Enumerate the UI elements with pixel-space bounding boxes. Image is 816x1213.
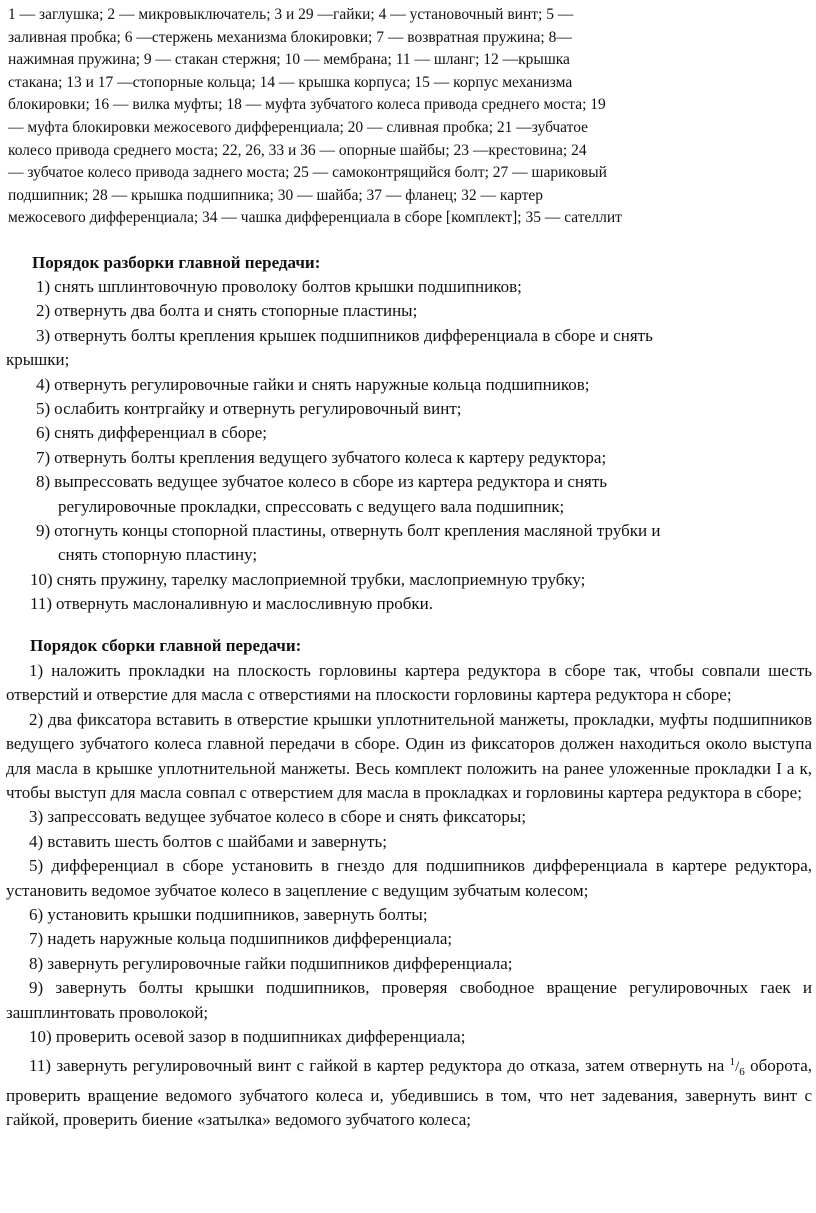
step-text: выпрессовать ведущее зубчатое колесо в сборе из картера редуктора и снять	[54, 472, 607, 492]
step-number: 6)	[36, 423, 51, 443]
legend-line: — зубчатое колесо привода заднего моста; 25 — самоконтрящийся болт; 27 — шариковый	[8, 164, 607, 182]
assembly-step: 1) наложить прокладки на плоскость горловины картера редуктора в сборе так, чтобы совпали шесть отверстий и отверстие для масла с отверстиями на плоскости горловины картера редуктора н сборе;	[6, 661, 812, 705]
step-number: 3)	[36, 325, 51, 345]
disassembly-step	[6, 446, 812, 470]
step-number: 5)	[36, 399, 51, 419]
assembly-step: 8) завернуть регулировочные гайки подшипников дифференциала;	[29, 953, 513, 973]
assembly-step: 10) проверить осевой зазор в подшипниках дифференциала;	[29, 1027, 466, 1047]
step-number: 4)	[36, 374, 51, 394]
disassembly-step	[6, 275, 812, 299]
step-text: отвернуть два болта и снять стопорные пластины;	[54, 301, 418, 321]
assembly-step: 4) вставить шесть болтов с шайбами и завернуть;	[29, 831, 387, 851]
step-text: отогнуть концы стопорной пластины, отвернуть болт крепления масляной трубки и	[54, 521, 661, 541]
disassembly-step	[6, 373, 812, 397]
step-number: 1)	[36, 277, 51, 296]
disassembly-step	[6, 568, 812, 592]
legend-line: заливная пробка; 6 —стержень механизма блокировки; 7 — возвратная пружина; 8—	[8, 28, 572, 46]
step-text: отвернуть маслоналивную и маслосливную пробки.	[56, 594, 433, 614]
step-text: ослабить контргайку и отвернуть регулировочный винт;	[54, 399, 462, 419]
disassembly-step	[6, 299, 812, 323]
assembly-step-11-after: оборота, проверить вращение ведомого зубчатого колеса и, убедившись в том, что нет задевания, завернуть винт с гайкой, проверить биение «затылка» ведомого зубчатого колеса;	[6, 1055, 812, 1130]
legend-line: 1 — заглушка; 2 — микровыключатель; 3 и 29 —гайки; 4 — установочный винт; 5 —	[8, 6, 574, 23]
step-text: снять шплинтовочную проволоку болтов крышки подшипников;	[54, 277, 522, 296]
legend-line: межосевого дифференциала; 34 — чашка дифференциала в сборе [комплект]; 35 — сателлит	[8, 209, 622, 227]
step-continuation: снять стопорную пластину;	[58, 545, 258, 565]
step-text: снять пружину, тарелку маслоприемной трубки, маслоприемную трубку;	[56, 569, 586, 589]
assembly-step-11	[6, 1050, 812, 1133]
assembly-step: 2) два фиксатора вставить в отверстие крышки уплотнительной манжеты, прокладки, муфты подшипников ведущего зубчатого колеса главной передачи в сборе. Один из фиксаторов должен находиться около выступа для масла в крышке уплотнительной манжеты. Весь комплект положить на ранее уложенные прокладки I а к, чтобы выступ для масла совпал с отверстием для масла в прокладках и горловины картера редуктора в сборе;	[6, 709, 812, 803]
step-text: отвернуть болты крепления крышек подшипников дифференциала в сборе и снять	[54, 325, 653, 345]
assembly-step: 6) установить крышки подшипников, завернуть болты;	[29, 905, 428, 925]
disassembly-step	[6, 470, 812, 519]
step-number: 8)	[36, 472, 51, 492]
assembly-step-11-before: 11) завернуть регулировочный винт с гайкой в картер редуктора до отказа, затем отвернуть на	[29, 1055, 730, 1075]
assembly-step: 7) надеть наружные кольца подшипников дифференциала;	[29, 929, 453, 949]
step-text: отвернуть регулировочные гайки и снять наружные кольца подшипников;	[54, 374, 590, 394]
step-continuation: крышки;	[6, 350, 70, 370]
disassembly-heading: Порядок разборки главной передачи:	[32, 253, 321, 272]
legend-line: — муфта блокировки межосевого дифференциала; 20 — сливная пробка; 21 —зубчатое	[8, 118, 589, 136]
disassembly-step	[6, 519, 812, 568]
step-continuation: регулировочные прокладки, спрессовать с ведущего вала подшипник;	[58, 496, 565, 516]
figure-legend	[8, 4, 806, 230]
disassembly-step	[6, 592, 812, 616]
assembly-heading: Порядок сборки главной передачи:	[30, 636, 302, 655]
disassembly-step	[6, 421, 812, 445]
assembly-step: 5) дифференциал в сборе установить в гнездо для подшипников дифференциала в картере редуктора, установить ведомое зубчатое колесо в зацепление с ведущим зубчатым колесом;	[6, 856, 812, 900]
fraction-numerator: 1	[729, 1055, 736, 1068]
step-number: 11)	[30, 594, 53, 614]
assembly-step: 3) запрессовать ведущее зубчатое колесо в сборе и снять фиксаторы;	[29, 807, 527, 827]
step-text: отвернуть болты крепления ведущего зубчатого колеса к картеру редуктора;	[54, 447, 607, 467]
step-number: 9)	[36, 521, 51, 541]
step-number: 10)	[30, 569, 53, 589]
disassembly-list	[6, 275, 812, 617]
assembly-step: 9) завернуть болты крышки подшипников, проверяя свободное вращение регулировочных гаек и зашплинтовать проволокой;	[6, 978, 812, 1022]
legend-line: подшипник; 28 — крышка подшипника; 30 — шайба; 37 — фланец; 32 — картер	[8, 186, 544, 204]
assembly-list	[6, 659, 812, 1133]
step-number: 2)	[36, 301, 51, 321]
legend-line: блокировки; 16 — вилка муфты; 18 — муфта зубчатого колеса привода среднего моста; 19	[8, 96, 606, 114]
disassembly-step	[6, 324, 812, 373]
fraction: $^1/_6$	[729, 1055, 745, 1078]
legend-line: колесо привода среднего моста; 22, 26, 33 и 36 — опорные шайбы; 23 —крестовина; 24	[8, 141, 587, 159]
disassembly-step	[6, 397, 812, 421]
step-number: 7)	[36, 447, 51, 467]
step-text: снять дифференциал в сборе;	[54, 423, 268, 443]
fraction-denominator: 6	[739, 1065, 745, 1078]
legend-line: стакана; 13 и 17 —стопорные кольца; 14 — крышка корпуса; 15 — корпус механизма	[8, 73, 573, 91]
legend-line: нажимная пружина; 9 — стакан стержня; 10 — мембрана; 11 — шланг; 12 —крышка	[8, 51, 570, 69]
